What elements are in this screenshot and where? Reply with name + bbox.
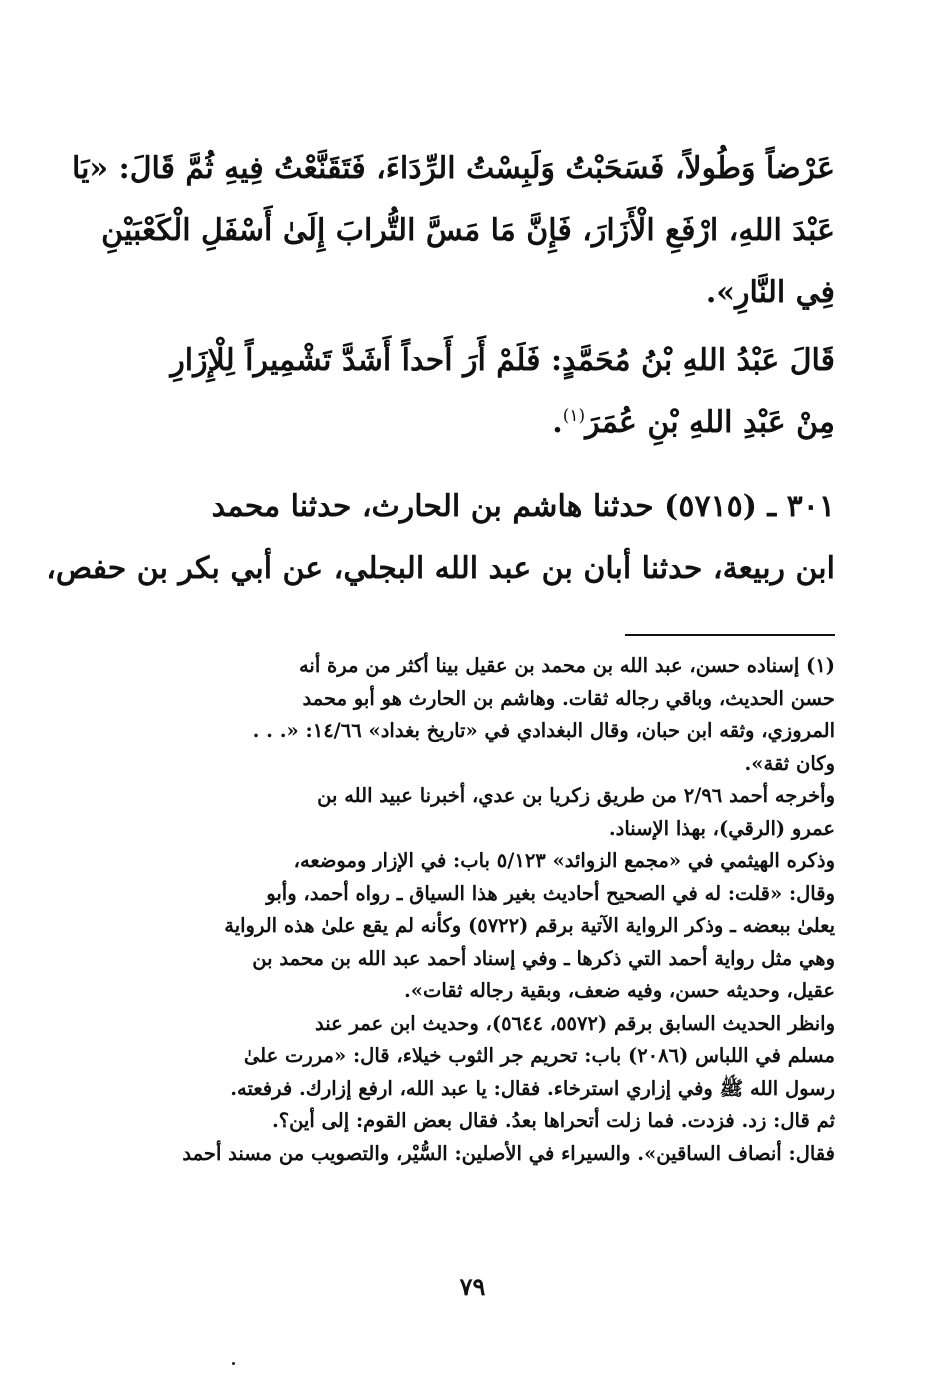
footnote-line: وهي مثل رواية أحمد التي ذكرها ـ وفي إسناد أحمد عبد الله بن محمد بن <box>252 946 835 970</box>
text-segment: مِنْ عَبْدِ اللهِ بْنِ عُمَرَ <box>585 405 835 440</box>
footnote-line: يعلىٰ ببعضه ـ وذكر الرواية الآتية برقم (٥٧٢٢) وكأنه لم يقع علىٰ هذه الرواية <box>224 914 835 937</box>
footnote-line: المروزي، وثقه ابن حبان، وقال البغدادي في «تاريخ بغداد» ١٤/٦٦: «. . . <box>252 719 835 742</box>
text-line: عَرْضاً وَطُولاً، فَسَحَبْتُ وَلَبِسْتُ الرِّدَاءَ، فَتَقَنَّعْتُ فِيهِ ثُمَّ قَالَ: «يَا <box>71 151 835 186</box>
footnote-1 <box>135 650 835 780</box>
footnote-line: وكان ثقة». <box>744 751 835 775</box>
footnote-line: عقيل، وحديثه حسن، وفيه ضعف، وبقية رجاله ثقات». <box>404 979 835 1002</box>
footnote-line: وأخرجه أحمد ٢/٩٦ من طريق زكريا بن عدي، أخبرنا عبيد الله بن <box>317 784 835 807</box>
footnote-line: (١) إسناده حسن، عبد الله بن محمد بن عقيل بينا أكثر من مرة أنه <box>298 654 835 677</box>
footnote-line: فقال: أنصاف الساقين». والسيراء في الأصلين: السُّيْر، والتصويب من مسند أحمد <box>182 1141 835 1165</box>
footnote-line: رسول الله ﷺ وفي إزاري استرخاء. فقال: يا عبد الله، ارفع إزارك. فرفعته. <box>230 1076 835 1100</box>
hadith-301 <box>46 476 835 600</box>
text-line-with-footnote <box>135 392 835 454</box>
footnote-paragraph-3 <box>135 845 835 1008</box>
text-line: عَبْدَ اللهِ، ارْفَعِ الْأَزَارَ، فَإِنَّ مَا مَسَّ التُّرابَ إِلَىٰ أَسْفَلِ الْكَعْبَيْنِ <box>101 213 835 248</box>
footnote-line: مسلم في اللباس (٢٠٨٦) باب: تحريم جر الثوب خيلاء، قال: «مررت علىٰ <box>243 1044 835 1067</box>
sentence-end: . <box>552 405 563 440</box>
footnote-line: حسن الحديث، وباقي رجاله ثقات. وهاشم بن الحارث هو أبو محمد <box>302 686 835 710</box>
footnote-line: ثم قال: زد. فزدت. فما زلت أتحراها بعدُ. فقال بعض القوم: إلى أين؟. <box>271 1109 835 1132</box>
page-number: ٧٩ <box>459 1272 486 1301</box>
main-paragraph-2 <box>135 330 835 454</box>
footnote-line: وذكره الهيثمي في «مجمع الزوائد» ٥/١٢٣ باب: في الإزار وموضعه، <box>293 849 835 872</box>
footnote-line: عمرو (الرقي)، بهذا الإسناد. <box>608 816 835 840</box>
footnote-line: وانظر الحديث السابق برقم (٥٥٧٢، ٥٦٤٤)، وحديث ابن عمر عند <box>314 1011 835 1035</box>
footnote-paragraph-2 <box>135 780 835 845</box>
footnote-separator <box>625 634 835 636</box>
footnote-paragraph-4 <box>135 1008 835 1171</box>
text-line: قَالَ عَبْدُ اللهِ بْنُ مُحَمَّدٍ: فَلَمْ أَرَ أَحداً أَشَدَّ تَشْمِيراً لِلْإِزَارِ <box>170 343 835 378</box>
footnote-line: وقال: «قلت: له في الصحيح أحاديث بغير هذا السياق ـ رواه أحمد، وأبو <box>266 881 835 905</box>
footnote-reference: (١) <box>562 406 586 426</box>
footnotes <box>135 650 835 1170</box>
main-paragraph-1 <box>71 138 835 324</box>
text-line: فِي النَّارِ». <box>705 275 835 310</box>
scan-speck <box>232 1362 235 1365</box>
text-line: ٣٠١ ـ (٥٧١٥) حدثنا هاشم بن الحارث، حدثنا محمد <box>211 489 835 524</box>
main-text <box>46 138 835 606</box>
text-line: ابن ربيعة، حدثنا أبان بن عبد الله البجلي، عن أبي بكر بن حفص، <box>46 551 835 586</box>
